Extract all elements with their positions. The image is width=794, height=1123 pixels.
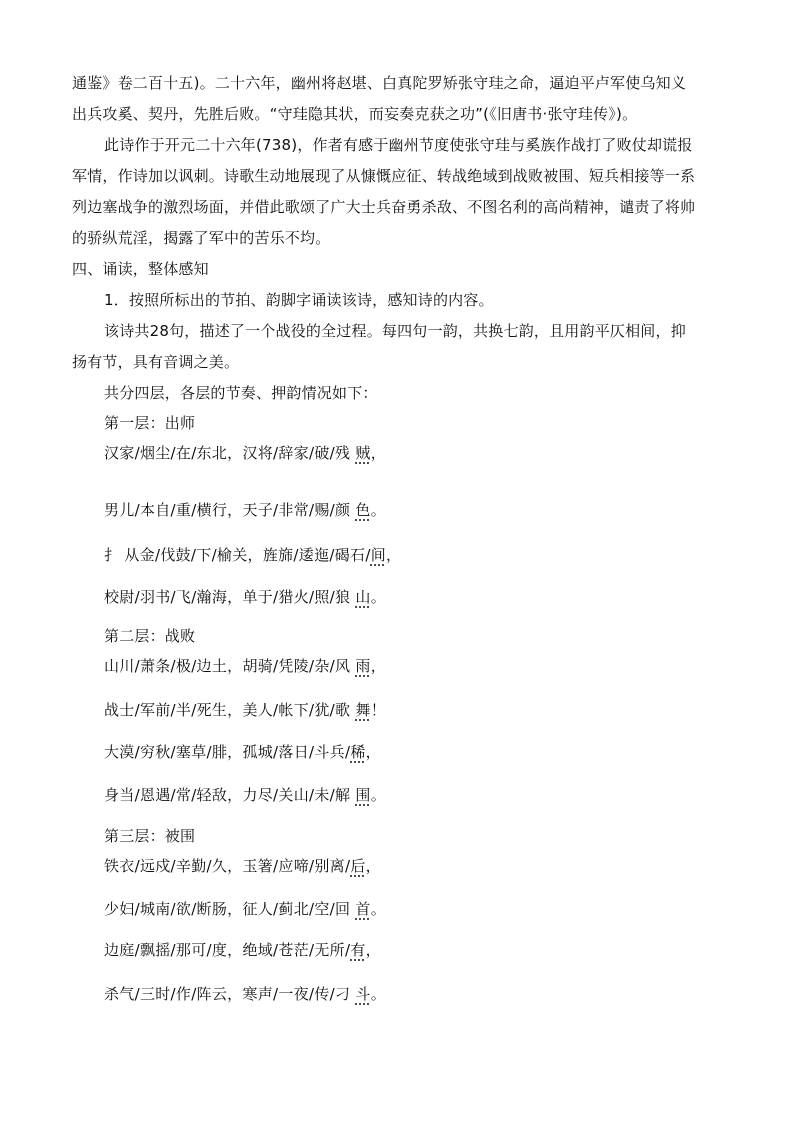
- verse-punct: 。: [370, 900, 387, 918]
- paragraph-1-line-2: 出兵攻奚、契丹，先胜后败。“守珪隐其状，而妄奏克获之功”(《旧唐书·张守珪传》)。: [72, 105, 638, 123]
- verse-line: [104, 500, 386, 520]
- rhyme-word: 舞: [355, 701, 371, 719]
- verse-text: 扌 从金/伐鼓/下/榆关，旌旆/逶迤/碣石/: [104, 546, 371, 564]
- verse-punct: ，: [365, 941, 381, 959]
- verse-punct: ，: [370, 657, 387, 675]
- verse-punct: ，: [365, 857, 381, 875]
- verse-punct: ，: [386, 546, 402, 564]
- paragraph-2-line-2: 军情，作诗加以讽刺。诗歌生动地展现了从慷慨应征、转战绝域到战败被围、短兵相接等一系: [72, 167, 696, 185]
- verse-line: [104, 856, 381, 876]
- verse-punct: 。: [370, 588, 387, 606]
- layer-1-heading: 第一层：出师: [104, 414, 196, 432]
- verse-punct: 。: [370, 985, 387, 1003]
- verse-punct: ，: [370, 444, 387, 462]
- rhyme-word: 贼: [355, 444, 371, 462]
- rhyme-word: 雨: [355, 657, 371, 675]
- task-item-1: 1．按照所标出的节拍、韵脚字诵读该诗，感知诗的内容。: [104, 291, 494, 309]
- verse-punct: 。: [370, 786, 387, 804]
- rhyme-word: 间: [370, 546, 387, 564]
- verse-line: [104, 587, 386, 607]
- rhyme-word: 斗: [355, 985, 371, 1003]
- layer-3-heading: 第三层：被围: [104, 827, 196, 845]
- paragraph-2-line-3: 列边塞战争的激烈场面，并借此歌颂了广大士兵奋勇杀敌、不图名利的高尚精神，谴责了将帅: [72, 198, 696, 216]
- rhyme-word: 有: [350, 941, 366, 959]
- verse-line: [104, 656, 386, 676]
- rhyme-word: 稀: [350, 743, 366, 761]
- verse-line: [104, 984, 386, 1004]
- section-heading-4: 四、诵读，整体感知: [72, 260, 209, 278]
- paragraph-2-line-1: 此诗作于开元二十六年(738)，作者有感于幽州节度使张守珪与奚族作战打了败仗却谎报: [104, 136, 693, 154]
- verse-line: [104, 700, 386, 720]
- paragraph-1-line-1: 通鉴》卷二百十五)。二十六年，幽州将赵堪、白真陀罗矫张守珪之命，逼迫平卢军使乌知义: [72, 74, 687, 92]
- verse-line: [104, 785, 386, 805]
- verse-line: [104, 545, 401, 565]
- verse-line: [104, 899, 386, 919]
- rhyme-word: 色: [355, 501, 371, 519]
- verse-line: [104, 940, 381, 960]
- verse-text: 战士/军前/半/死生，美人/帐下/犹/歌: [104, 701, 356, 719]
- verse-text: 山川/萧条/极/边土，胡骑/凭陵/杂/风: [104, 657, 356, 675]
- verse-line: [104, 742, 381, 762]
- verse-text: 汉家/烟尘/在/东北，汉将/辞家/破/残: [104, 444, 356, 462]
- verse-punct: ！: [370, 701, 387, 719]
- rhyme-word: 首: [355, 900, 371, 918]
- verse-punct: 。: [370, 501, 387, 519]
- verse-text: 校尉/羽书/飞/瀚海，单于/猎火/照/狼: [104, 588, 356, 606]
- paragraph-4: 共分四层，各层的节奏、押韵情况如下：: [104, 384, 378, 402]
- verse-text: 男儿/本自/重/横行，天子/非常/赐/颜: [104, 501, 356, 519]
- verse-text: 杀气/三时/作/阵云，寒声/一夜/传/刁: [104, 985, 356, 1003]
- verse-text: 铁衣/远戍/辛勤/久，玉箸/应啼/别离/: [104, 857, 351, 875]
- paragraph-2-line-4: 的骄纵荒淫，揭露了军中的苦乐不均。: [72, 229, 331, 247]
- verse-text: 少妇/城南/欲/断肠，征人/蓟北/空/回: [104, 900, 356, 918]
- paragraph-3-line-1: 该诗共28句，描述了一个战役的全过程。每四句一韵，共换七韵，且用韵平仄相间，抑: [104, 322, 686, 340]
- rhyme-word: 后: [350, 857, 366, 875]
- rhyme-word: 围: [355, 786, 371, 804]
- verse-line: [104, 443, 386, 463]
- verse-text: 边庭/飘摇/那可/度，绝域/苍茫/无所/: [104, 941, 351, 959]
- verse-punct: ，: [365, 743, 381, 761]
- layer-2-heading: 第二层：战败: [104, 627, 196, 645]
- rhyme-word: 山: [355, 588, 371, 606]
- paragraph-3-line-2: 扬有节，具有音调之美。: [72, 353, 240, 371]
- verse-text: 大漠/穷秋/塞草/腓，孤城/落日/斗兵/: [104, 743, 351, 761]
- verse-text: 身当/恩遇/常/轻敌，力尽/关山/未/解: [104, 786, 356, 804]
